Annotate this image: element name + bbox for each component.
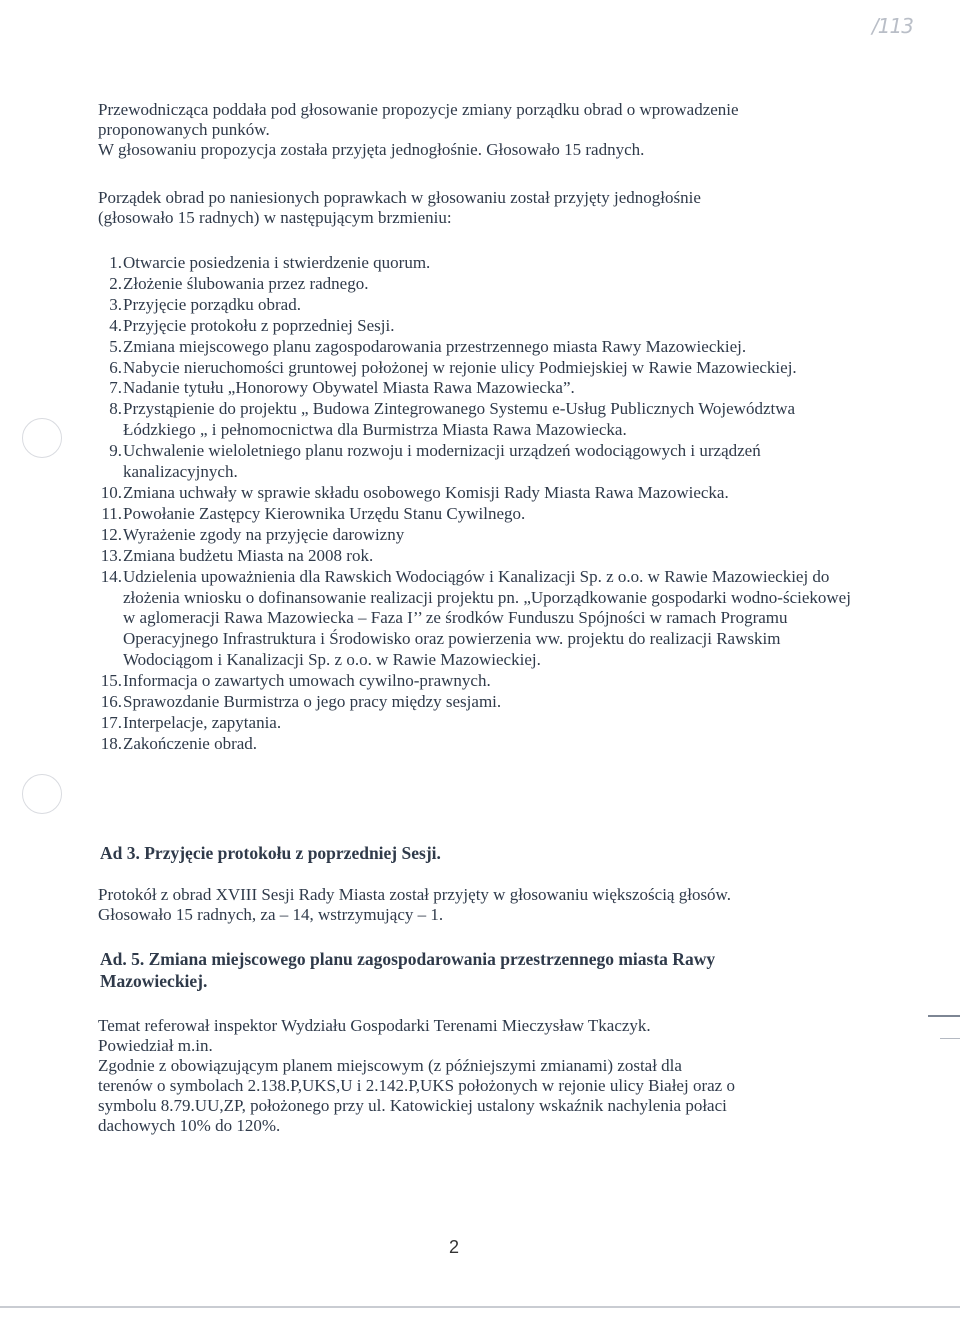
agenda-item [98, 713, 858, 734]
section-ad5-line: terenów o symbolach 2.138.P,UKS,U i 2.142.P,UKS położonych w rejonie ulicy Białej oraz o [98, 1076, 735, 1095]
intro-line: proponowanych punków. [98, 120, 270, 139]
agenda-item-text: Zmiana uchwały w sprawie składu osobowego Komisji Rady Miasta Rawa Mazowiecka. [123, 482, 729, 502]
section-heading-ad5-line: Ad. 5. Zmiana miejscowego planu zagospodarowania przestrzennego miasta Rawy [100, 949, 716, 969]
agenda-item [98, 483, 858, 504]
agenda-item-number: 17. [100, 712, 122, 732]
agenda-item-text: Informacja o zawartych umowach cywilno-prawnych. [123, 671, 491, 691]
scan-bottom-edge [0, 1306, 960, 1308]
agenda-item-number: 5. [109, 336, 122, 356]
section-heading-ad5-line: Mazowieckiej. [100, 971, 208, 991]
agenda-item [98, 253, 858, 274]
agenda-item-number: 13. [100, 545, 122, 565]
punch-hole-bottom [22, 774, 62, 814]
agenda-item-number: 2. [109, 273, 122, 293]
intro-line: W głosowaniu propozycja została przyjęta jednogłośnie. Głosowało 15 radnych. [98, 140, 645, 159]
agenda-item-text: Interpelacje, zapytania. [123, 712, 282, 732]
agenda-item [98, 734, 858, 755]
punch-hole-top [22, 418, 62, 458]
agenda-item-text: Wyrażenie zgody na przyjęcie darowizny [123, 524, 405, 544]
agenda-item [98, 567, 858, 672]
intro-paragraph [98, 100, 858, 160]
section-ad3-line: Głosowało 15 radnych, za – 14, wstrzymujący – 1. [98, 905, 444, 924]
section-ad3-line: Protokół z obrad XVIII Sesji Rady Miasta został przyjęty w głosowaniu większością głosów. [98, 885, 731, 904]
agenda-item-text: Zmiana budżetu Miasta na 2008 rok. [123, 545, 374, 565]
agenda-item-number: 3. [109, 294, 122, 314]
agenda-item-number: 7. [109, 378, 122, 398]
agenda-item-text: Zmiana miejscowego planu zagospodarowania przestrzennego miasta Rawy Mazowieckiej. [123, 336, 747, 356]
agenda-list [98, 253, 858, 755]
section-ad5-line: dachowych 10% do 120%. [98, 1116, 281, 1135]
agenda-item-number: 8. [109, 399, 122, 419]
section-ad5-line: Powiedział m.in. [98, 1036, 213, 1055]
section-ad5-line: Temat referował inspektor Wydziału Gospodarki Terenami Mieczysław Tkaczyk. [98, 1016, 651, 1035]
agenda-item [98, 358, 858, 379]
agenda-item-text: Otwarcie posiedzenia i stwierdzenie quorum. [123, 253, 431, 272]
agenda-item-text: Złożenie ślubowania przez radnego. [123, 273, 369, 293]
agenda-item [98, 399, 858, 441]
agenda-item-text: Sprawozdanie Burmistrza o jego pracy między sesjami. [123, 692, 502, 712]
agenda-item-number: 15. [100, 671, 122, 691]
agenda-item-text: Przyjęcie protokołu z poprzedniej Sesji. [123, 315, 395, 335]
agenda-item-number: 4. [109, 315, 122, 335]
agenda-item-text: Uchwalenie wieloletniego planu rozwoju i modernizacji urządzeń wodociągowych i urządzeń kanalizacyjnych. [123, 441, 761, 482]
handwritten-page-mark: /113 [872, 14, 913, 38]
agenda-item-number: 14. [100, 566, 122, 586]
agenda-item-text: Nadanie tytułu „Honorowy Obywatel Miasta Rawa Mazowiecka”. [123, 378, 575, 398]
agenda-item-number: 1. [109, 253, 122, 272]
agenda-item [98, 692, 858, 713]
agenda-item-number: 11. [101, 503, 122, 523]
agenda-item-number: 16. [100, 692, 122, 712]
section-heading-ad5 [100, 948, 860, 992]
section-ad5-line: symbolu 8.79.UU,ZP, położonego przy ul. Katowickiej ustalony wskaźnik nachylenia połaci [98, 1096, 727, 1115]
order-intro-paragraph [98, 188, 858, 228]
agenda-item [98, 378, 858, 399]
agenda-item [98, 337, 858, 358]
order-intro-line: Porządek obrad po naniesionych poprawkach w głosowaniu został przyjęty jednogłośnie [98, 188, 701, 207]
agenda-item-text: Przyjęcie porządku obrad. [123, 294, 301, 314]
agenda-item [98, 525, 858, 546]
agenda-item [98, 671, 858, 692]
section-ad5-paragraph [98, 1016, 858, 1136]
section-ad3-paragraph [98, 885, 858, 925]
agenda-item-text: Udzielenia upoważnienia dla Rawskich Wodociągów i Kanalizacji Sp. z o.o. w Rawie Mazowieckiej do złożenia wniosku o dofinansowanie realizacji projektu pn. „Uporządkowanie gospodarki wodno-ściekowej w aglomeracji Rawa Mazowiecka – Faza I’’ ze środków Funduszu Spójności w ramach Programu Operacyjnego Infrastruktura i Środowisko oraz powierzenia ww. projektu do realizacji Rawskim Wodociągom i Kanalizacji Sp. z o.o. w Rawie Mazowieckiej. [123, 566, 851, 670]
page-number: 2 [449, 1237, 460, 1257]
section-ad5-line: Zgodnie z obowiązującym planem miejscowym (z późniejszymi zmianami) został dla [98, 1056, 682, 1075]
agenda-item-text: Zakończenie obrad. [123, 733, 258, 753]
agenda-item [98, 316, 858, 337]
scan-edge-mark [928, 1015, 960, 1017]
intro-line: Przewodnicząca poddała pod głosowanie propozycje zmiany porządku obrad o wprowadzenie [98, 100, 739, 119]
agenda-item-text: Przystąpienie do projektu „ Budowa Zintegrowanego Systemu e-Usług Publicznych Województwa Łódzkiego „ i pełnomocnictwa dla Burmistrza Miasta Rawa Mazowiecka. [123, 399, 796, 440]
agenda-item-text: Nabycie nieruchomości gruntowej położonej w rejonie ulicy Podmiejskiej w Rawie Mazowieckiej. [123, 357, 797, 377]
agenda-item-number: 18. [100, 733, 122, 753]
agenda-item-number: 10. [100, 482, 122, 502]
agenda-item [98, 274, 858, 295]
agenda-item [98, 504, 858, 525]
scan-edge-mark [940, 1038, 960, 1039]
agenda-item [98, 295, 858, 316]
section-heading-ad3: Ad 3. Przyjęcie protokołu z poprzedniej Sesji. [100, 843, 441, 863]
agenda-item [98, 546, 858, 567]
agenda-item-number: 9. [109, 441, 122, 461]
order-intro-line: (głosowało 15 radnych) w następującym brzmieniu: [98, 208, 452, 227]
agenda-item-number: 6. [109, 357, 122, 377]
agenda-item-text: Powołanie Zastępcy Kierownika Urzędu Stanu Cywilnego. [123, 503, 526, 523]
agenda-item-number: 12. [100, 524, 122, 544]
agenda-item [98, 441, 858, 483]
